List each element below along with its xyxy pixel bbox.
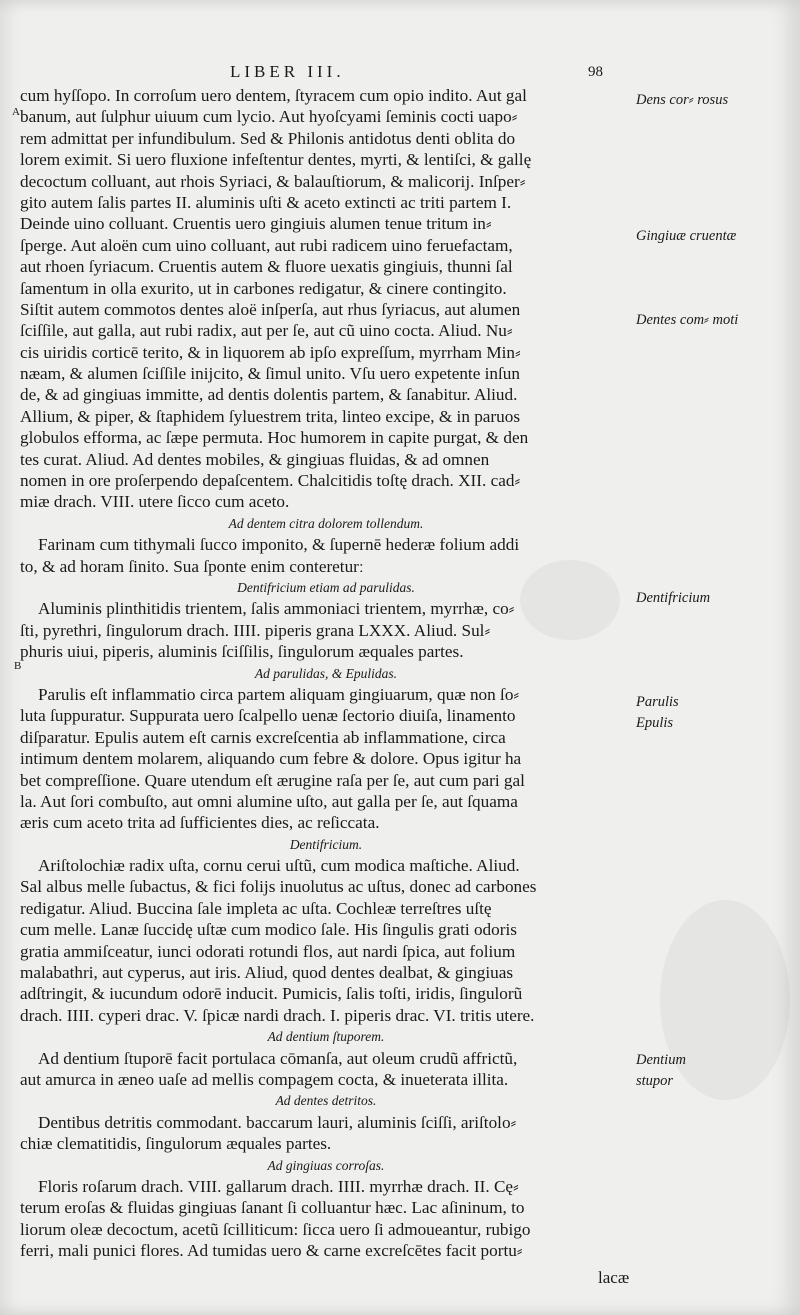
text-line: drach. IIII. cyperi drac. V. ſpicæ nardi drach. I. piperis drac. VI. tritis utere. [20,1005,535,1025]
text-line: aut rhoen ſyriacum. Cruentis autem & fluore uexatis gingiuis, thunni ſal [20,257,513,277]
margin-note-dentifricium: Dentifricium [636,590,711,606]
text-line: Parulis eſt inflammatio circa partem aliquam gingiuarum, quæ non ſo⸗ [38,684,520,704]
section-heading: Ad gingiuas corroſas. [267,1157,385,1173]
margin-note-gingivae-cruentae: Gingiuæ cruentæ [636,228,737,244]
text-line: Siſtit autem commotos dentes aloë inſperſa, aut rhus ſyriacus, aut alumen [20,299,521,319]
section-heading: Dentifricium etiam ad parulidas. [237,579,415,595]
text-line: miæ drach. VIII. utere ſicco cum aceto. [20,492,290,512]
margin-note-dens-corrosus: Dens cor⸗ rosus [636,92,729,108]
text-line: decoctum colluant, aut rhois Syriaci, & balauſtiorum, & malicorij. Inſper⸗ [20,171,526,191]
text-line: rem admittat per infundibulum. Sed & Philonis antidotus denti oblita do [20,128,516,148]
text-line: ſperge. Aut aloën cum uino colluant, aut rubi radicem uino feruefactam, [20,235,513,255]
text-line: ſamentum in olla exurito, ut in carbones redigatur, & cinere contingito. [20,278,507,298]
text-line: Sal albus melle ſubactus, & fici folijs inuolutus ac uſtus, donec ad carbones [20,877,537,897]
text-line: Allium, & piper, & ſtaphidem ſyluestrem trita, linteo excipe, & in paruos [20,406,521,426]
text-line: Deinde uino colluant. Cruentis uero gingiuis alumen tenue tritum in⸗ [20,214,492,234]
text-line: lorem eximit. Si uero fluxione infeſtentur dentes, myrti, & lentiſci, & gallę [20,150,532,170]
section-heading: Ad dentem citra dolorem tollendum. [228,515,424,531]
catchword: lacæ [598,1268,630,1287]
text-line: Farinam cum tithymali ſucco imponito, & ſupernē hederæ folium addi [38,535,520,555]
text-line: adſtringit, & iucundum odorē inducit. Pumicis, ſalis toſti, iridis, ſingulorũ [20,984,523,1004]
running-header [230,62,630,82]
text-line: Floris roſarum drach. VIII. gallarum drach. IIII. myrrhæ drach. II. Cę⸗ [38,1176,519,1196]
text-line: intimum dentem molarem, aliquando cum febre & dolore. Opus igitur ha [20,749,522,769]
text-line: Ad dentium ſtuporē facit portulaca cōmanſa, aut oleum crudũ affrictũ, [38,1048,518,1068]
text-line: tes curat. Aliud. Ad dentes mobiles, & gingiuas fluidas, & ad omnen [20,449,490,469]
section-heading: Ad parulidas, & Epulidas. [254,665,398,681]
text-line: Dentibus detritis commodant. baccarum lauri, aluminis ſciſſi, ariſtolo⸗ [38,1112,517,1132]
text-line: phuris uiui, piperis, aluminis ſciſſilis, ſingulorum æquales partes. [20,642,464,662]
text-line: redigatur. Aliud. Buccina ſale impleta ac uſta. Cochleæ terreſtres uſtę [20,898,492,918]
margin-note-dentium-stupor: Dentium stupor [636,1052,686,1089]
text-line: luta ſuppuratur. Suppurata uero ſcalpello uenæ ſectorio diuiſa, linamento [20,706,516,726]
folio-number: 98 [588,64,603,80]
text-line: ferri, mali punici flores. Ad tumidas uero & carne excreſcētes facit portu⸗ [20,1241,523,1261]
section-heading: Ad dentium ſtuporem. [267,1029,385,1045]
text-line: globulos efforma, ac ſæpe permuta. Hoc humorem in capite purgat, & den [20,428,529,448]
text-line: cis uiridis corticē terito, & in liquorem ab ipſo expreſſum, myrrham Min⸗ [20,342,521,362]
section-letter-b: B [14,660,22,672]
text-line: cum melle. Lanæ ſuccidę uſtæ cum modico ſale. His ſingulis grati odoris [20,920,517,940]
text-line: de, & ad gingiuas immitte, ad dentis dolentis partem, & ſanabitur. Aliud. [20,385,518,405]
text-line: diſparatur. Epulis autem eſt carnis excreſcentia ab inflammatione, circa [20,727,506,747]
margin-note-parulis: Parulis [636,694,679,710]
text-line: bet compreſſione. Quare utendum eſt ærugine raſa per ſe, aut cum pari gal [20,770,525,790]
text-line: Ariſtolochiæ radix uſta, cornu cerui uſtũ, cum modica maſtiche. Aliud. [38,856,520,876]
text-line: næam, & alumen ſciſſile inijcito, & ſimul unito. Vſu uero expetente inſun [20,364,520,384]
text-line: cum hyſſopo. In corroſum uero dentem, ſtyracem cum opio indito. Aut gal [20,86,527,105]
text-line: gito autem ſalis partes II. aluminis uſti & aceto extincti ac triti partem I. [20,192,512,212]
text-line: ſciſſile, aut galla, aut rubi radix, aut per ſe, aut cũ uino cocta. Aliud. Nu⸗ [20,321,513,341]
text-line: gratia ammiſceatur, iunci odorati rotundi flos, aut nardi ſpica, aut folium [20,941,516,961]
section-heading: Ad dentes detritos. [275,1093,377,1109]
text-line: terum eroſas & fluidas gingiuas ſanant ſi colluantur hæc. Lac aſininum, to [20,1198,525,1218]
running-title: LIBER III. [230,62,345,81]
text-line: aut amurca in æneo uaſe ad mellis compagem cocta, & inueterata illita. [20,1069,509,1089]
section-heading: Dentifricium. [289,836,363,852]
text-line: to, & ad horam ſinito. Sua ſponte enim contereturː [20,556,364,576]
text-line: malabathri, aut cyperus, aut iris. Aliud, quod dentes dealbat, & gingiuas [20,963,514,983]
text-line: Aluminis plinthitidis trientem, ſalis ammoniaci trientem, myrrhæ, co⸗ [38,599,515,619]
main-text-block [20,85,632,1261]
text-line: ſti, pyrethri, ſingulorum drach. IIII. piperis grana LXXX. Aliud. Sul⸗ [20,620,491,640]
text-line: æris cum aceto trita ad ſufficientes dies, ac reſiccata. [20,813,380,833]
text-line: chiæ clematitidis, ſingulorum æquales partes. [20,1134,332,1154]
text-line: banum, aut ſulphur uiuum cum lycio. Aut hyoſcyami ſeminis cocti uapo⸗ [20,107,518,127]
margin-note-dentes-commoti: Dentes com⸗ moti [636,312,739,328]
text-line: la. Aut ſori combuſto, aut omni alumine uſto, aut galla per ſe, aut ſquama [20,791,518,811]
margin-note-epulis: Epulis [636,715,674,731]
text-line: liorum oleæ decoctum, acetũ ſcilliticum: ſicca uero ſi admoueantur, rubigo [20,1219,531,1239]
section-letter-a: A [12,106,20,118]
text-line: nomen in ore proſerpendo depaſcentem. Chalcitidis toſtę drach. XII. cad⸗ [20,471,521,491]
